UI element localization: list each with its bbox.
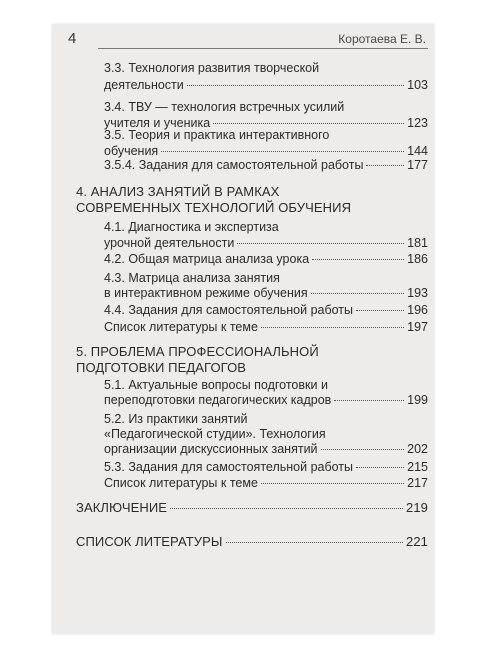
dot-leader xyxy=(356,310,404,311)
dot-leader xyxy=(187,85,404,86)
toc-entry-lit-5 xyxy=(104,476,428,491)
toc-chapter-5-line2: ПОДГОТОВКИ ПЕДАГОГОВ xyxy=(76,360,247,375)
toc-page-number: 193 xyxy=(407,286,428,300)
toc-entry-5-2-line2: «Педагогической студии». Технология xyxy=(104,427,326,441)
toc-entry-5-2 xyxy=(104,442,428,457)
toc-entry-conclusion xyxy=(76,500,428,515)
dot-leader xyxy=(312,259,404,260)
toc-page-number: 123 xyxy=(407,116,428,130)
toc-entry-lit-4 xyxy=(104,320,428,335)
toc-page-number: 144 xyxy=(407,144,428,158)
toc-page-number: 177 xyxy=(407,158,428,172)
toc-entry-4-1-line1: 4.1. Диагностика и экспертиза xyxy=(104,220,279,234)
toc-entry-references-title: СПИСОК ЛИТЕРАТУРЫ xyxy=(76,534,223,549)
toc-entry-4-2-title: 4.2. Общая матрица анализа урока xyxy=(104,252,310,266)
toc-page-number: 219 xyxy=(406,500,428,515)
toc-entry-3-5 xyxy=(104,144,428,159)
dot-leader xyxy=(170,508,403,509)
toc-entry-3-3 xyxy=(104,78,428,93)
toc-entry-lit-5-title: Список литературы к теме xyxy=(104,476,258,490)
dot-leader xyxy=(356,467,404,468)
toc-chapter-5-line1: 5. ПРОБЛЕМА ПРОФЕССИОНАЛЬНОЙ xyxy=(76,344,319,359)
dot-leader xyxy=(213,123,404,124)
toc-page-number: 215 xyxy=(407,460,428,474)
toc-entry-5-1-line1: 5.1. Актуальные вопросы подготовки и xyxy=(104,378,328,392)
toc-page-number: 186 xyxy=(407,252,428,266)
toc-entry-3-3-line1: 3.3. Технология развития творческой xyxy=(104,61,320,75)
toc-page-number: 202 xyxy=(407,442,428,456)
dot-leader xyxy=(161,151,404,152)
toc-entry-5-2-line1: 5.2. Из практики занятий xyxy=(104,412,248,426)
toc-entry-references xyxy=(76,534,428,549)
toc-entry-3-5-line2: обучения xyxy=(104,144,159,158)
dot-leader xyxy=(311,293,404,294)
table-of-contents xyxy=(52,24,434,634)
toc-page-number: 103 xyxy=(407,78,428,92)
toc-entry-conclusion-title: ЗАКЛЮЧЕНИЕ xyxy=(76,500,168,515)
dot-leader xyxy=(334,400,404,401)
toc-entry-4-4-title: 4.4. Задания для самостоятельной работы xyxy=(104,303,354,317)
toc-entry-5-1 xyxy=(104,393,428,408)
toc-chapter-4-line2: СОВРЕМЕННЫХ ТЕХНОЛОГИЙ ОБУЧЕНИЯ xyxy=(76,200,352,215)
dot-leader xyxy=(261,327,404,328)
toc-entry-3-3-line2: деятельности xyxy=(104,78,184,92)
toc-entry-4-3-line1: 4.3. Матрица анализа занятия xyxy=(104,271,280,285)
toc-entry-4-1 xyxy=(104,236,428,251)
dot-leader xyxy=(226,542,404,543)
toc-page-number: 217 xyxy=(407,476,428,490)
dot-leader xyxy=(366,165,404,166)
toc-page-number: 196 xyxy=(407,303,428,317)
toc-page-number: 197 xyxy=(407,320,428,334)
page-number: 4 xyxy=(68,30,77,47)
dot-leader xyxy=(261,483,404,484)
toc-entry-3-4-line2: учителя и ученика xyxy=(104,116,211,130)
toc-entry-4-2 xyxy=(104,252,428,267)
toc-entry-3-4-line1: 3.4. ТВУ — технология встречных усилий xyxy=(104,100,345,114)
dot-leader xyxy=(237,243,404,244)
toc-entry-3-5-4-title: 3.5.4. Задания для самостоятельной работы xyxy=(104,158,364,172)
toc-entry-5-1-line2: переподготовки педагогических кадров xyxy=(104,393,332,407)
toc-entry-5-3-title: 5.3. Задания для самостоятельной работы xyxy=(104,460,354,474)
toc-chapter-4-line1: 4. АНАЛИЗ ЗАНЯТИЙ В РАМКАХ xyxy=(76,184,280,199)
toc-entry-5-3 xyxy=(104,460,428,475)
dot-leader xyxy=(321,449,405,450)
book-page xyxy=(52,24,434,634)
toc-entry-3-5-4 xyxy=(104,158,428,173)
toc-entry-4-3-line2: в интерактивном режиме обучения xyxy=(104,286,308,300)
toc-entry-3-5-line1: 3.5. Теория и практика интерактивного xyxy=(104,128,330,142)
toc-page-number: 199 xyxy=(407,393,428,407)
toc-entry-4-4 xyxy=(104,303,428,318)
running-head-author: Коротаева Е. В. xyxy=(338,32,426,46)
toc-page-number: 181 xyxy=(407,236,428,250)
toc-entry-4-1-line2: урочной деятельности xyxy=(104,236,235,250)
toc-entry-4-3 xyxy=(104,286,428,301)
toc-page-number: 221 xyxy=(406,534,428,549)
toc-entry-5-2-line3: организации дискуссионных занятий xyxy=(104,442,318,456)
toc-entry-lit-4-title: Список литературы к теме xyxy=(104,320,258,334)
